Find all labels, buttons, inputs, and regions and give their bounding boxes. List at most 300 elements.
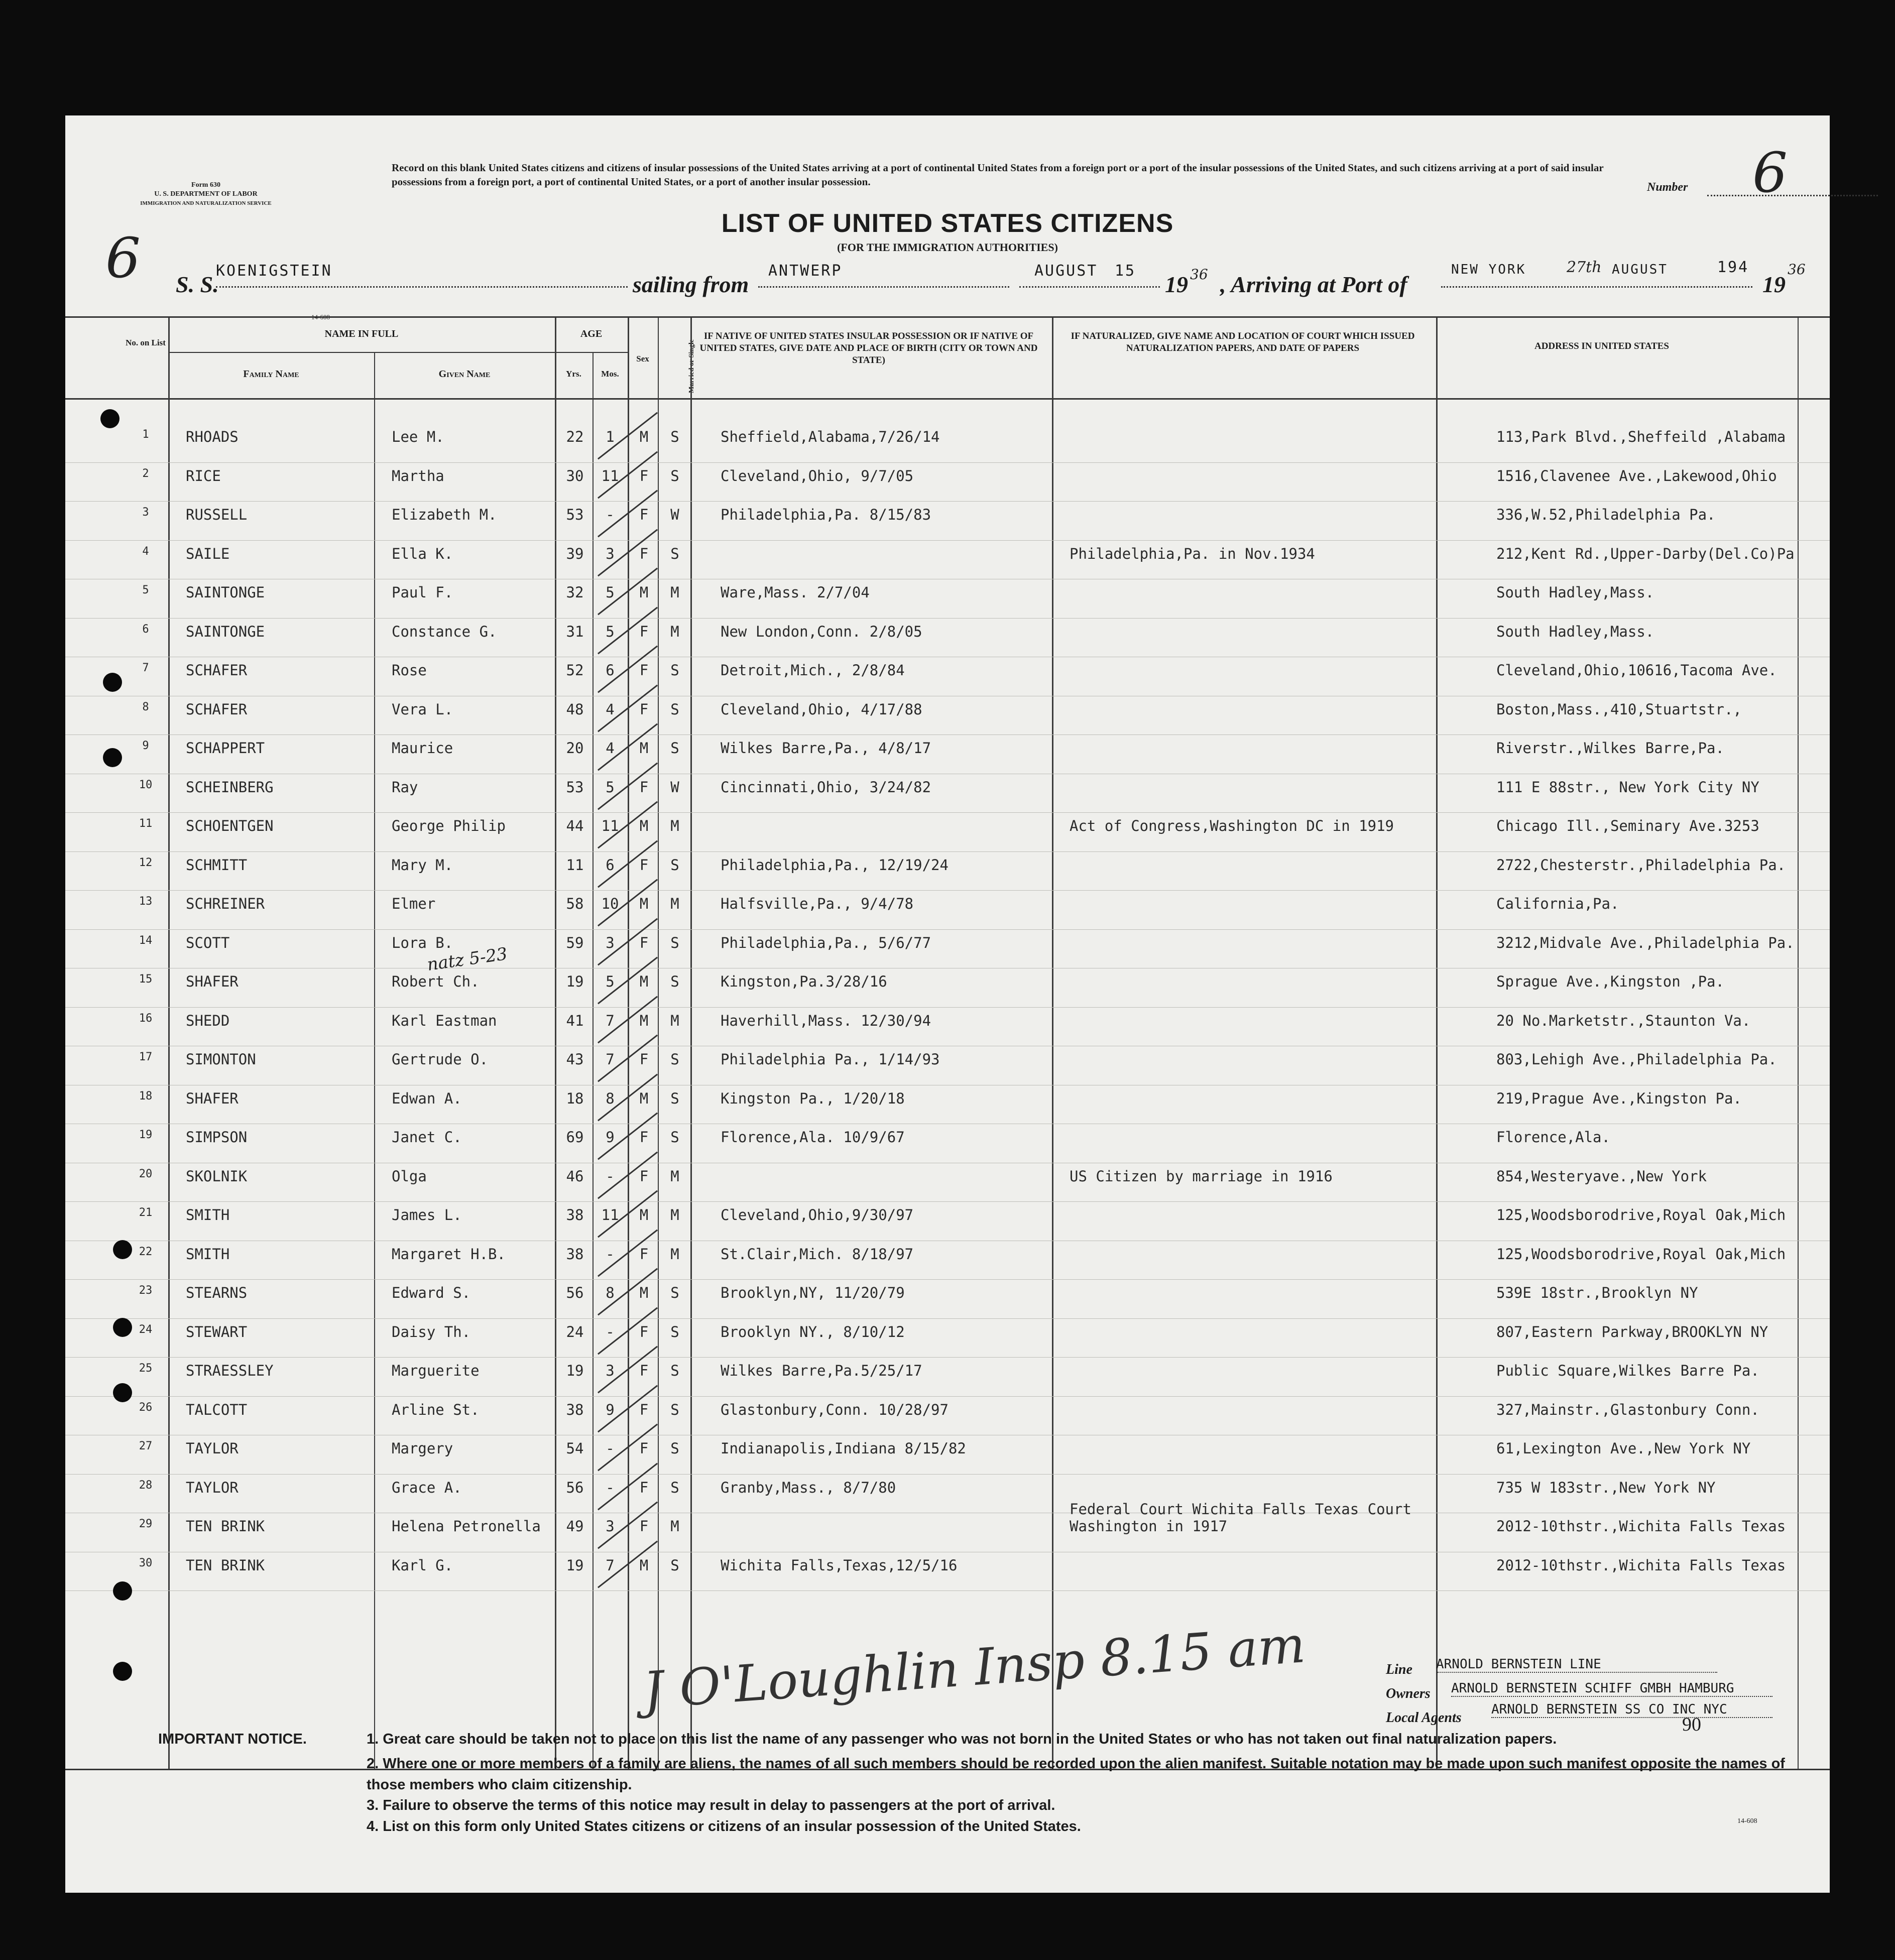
notice-code: 14-608 xyxy=(1737,1817,1757,1825)
cell-marital: M xyxy=(670,623,679,640)
cell-address: 113,Park Blvd.,Sheffeild ,Alabama xyxy=(1496,428,1786,445)
cell-age-months: 5 xyxy=(606,973,615,990)
punch-hole xyxy=(103,748,122,767)
row-rule xyxy=(65,1201,1830,1202)
cell-age-years: 54 xyxy=(566,1440,584,1457)
cell-family-name: SCOTT xyxy=(186,934,230,951)
row-rule xyxy=(65,1007,1830,1008)
cell-family-name: SAINTONGE xyxy=(186,584,265,601)
cell-age-years: 38 xyxy=(566,1245,584,1263)
col-rule-sex xyxy=(658,318,659,1769)
cell-sex: M xyxy=(639,428,649,445)
cell-given-name: Edward S. xyxy=(392,1284,471,1301)
cell-marital: M xyxy=(670,895,679,912)
cell-family-name: SAINTONGE xyxy=(186,623,265,640)
arrival-month: AUGUST xyxy=(1612,262,1668,277)
cell-family-name: TAYLOR xyxy=(186,1479,239,1496)
cell-sex: M xyxy=(639,1012,649,1029)
cell-marital: M xyxy=(670,1167,679,1185)
cell-birth: St.Clair,Mich. 8/18/97 xyxy=(721,1245,914,1263)
cell-sex: F xyxy=(639,934,649,951)
cell-age-years: 18 xyxy=(566,1089,584,1107)
cell-marital: S xyxy=(670,467,679,484)
cell-given-name: Elizabeth M. xyxy=(392,506,497,523)
col-rule-nat xyxy=(1436,318,1438,1769)
cell-age-years: 56 xyxy=(566,1284,584,1301)
document-title: LIST OF UNITED STATES CITIZENS xyxy=(721,209,1174,238)
cell-age-months: - xyxy=(606,506,615,523)
header-family-name: Family Name xyxy=(243,369,299,380)
cell-family-name: STEARNS xyxy=(186,1284,248,1301)
cell-age-months: 7 xyxy=(606,1051,615,1068)
cell-age-months: 3 xyxy=(606,545,615,562)
cell-marital: W xyxy=(670,778,679,796)
cell-age-years: 53 xyxy=(566,778,584,796)
header-no: No. on List xyxy=(126,338,166,347)
cell-marital: S xyxy=(670,1089,679,1107)
cell-given-name: Robert Ch. xyxy=(392,973,480,990)
cell-age-years: 19 xyxy=(566,973,584,990)
col-rule-mos xyxy=(628,318,629,1769)
row-rule xyxy=(65,1279,1830,1280)
cell-birth: Kingston,Pa.3/28/16 xyxy=(721,973,887,990)
arrival-underline xyxy=(1441,286,1752,288)
cell-no: 3 xyxy=(142,506,149,519)
margin-note-row-12: natz 5-23 xyxy=(425,943,509,975)
cell-age-months: 5 xyxy=(606,584,615,601)
cell-address: 125,Woodsborodrive,Royal Oak,Mich xyxy=(1496,1206,1786,1223)
cell-age-years: 52 xyxy=(566,662,584,679)
notice-item-1: 1. Great care should be taken not to place on this list the name of any passenger who was not born in the United States or who has not taken out final naturalization papers. xyxy=(367,1731,1557,1747)
cell-birth: Indianapolis,Indiana 8/15/82 xyxy=(721,1440,966,1457)
cell-family-name: TEN BRINK xyxy=(186,1556,265,1574)
cell-age-years: 59 xyxy=(566,934,584,951)
header-address: ADDRESS IN UNITED STATES xyxy=(1534,341,1669,351)
cell-address: Cleveland,Ohio,10616,Tacoma Ave. xyxy=(1496,662,1777,679)
cell-birth: Haverhill,Mass. 12/30/94 xyxy=(721,1012,931,1029)
cell-marital: S xyxy=(670,1479,679,1496)
cell-address: Florence,Ala. xyxy=(1496,1129,1610,1146)
cell-sex: M xyxy=(639,1556,649,1574)
sheet-number: 6 xyxy=(1752,141,1788,205)
cell-no: 10 xyxy=(139,778,153,791)
ship-name: KOENIGSTEIN xyxy=(216,262,332,280)
date-underline xyxy=(1019,286,1160,288)
cell-age-months: 9 xyxy=(606,1129,615,1146)
cell-sex: F xyxy=(639,1129,649,1146)
cell-sex: F xyxy=(639,778,649,796)
agents-value: ARNOLD BERNSTEIN SS CO INC NYC xyxy=(1491,1702,1772,1718)
cell-given-name: Marguerite xyxy=(392,1362,480,1379)
cell-given-name: Ella K. xyxy=(392,545,453,562)
cell-age-years: 69 xyxy=(566,1129,584,1146)
cell-marital: M xyxy=(670,1206,679,1223)
header-sex: Sex xyxy=(636,354,649,363)
cell-birth: Sheffield,Alabama,7/26/14 xyxy=(721,428,940,445)
cell-no: 9 xyxy=(142,740,149,752)
cell-sex: F xyxy=(639,1401,649,1418)
cell-family-name: RHOADS xyxy=(186,428,239,445)
cell-address: 20 No.Marketstr.,Staunton Va. xyxy=(1496,1012,1751,1029)
cell-sex: F xyxy=(639,700,649,718)
cell-marital: S xyxy=(670,1323,679,1340)
cell-given-name: Arline St. xyxy=(392,1401,480,1418)
agents-label: Local Agents xyxy=(1386,1710,1462,1726)
cell-birth: Wilkes Barre,Pa.5/25/17 xyxy=(721,1362,922,1379)
cell-no: 2 xyxy=(142,467,149,480)
arriving-label: , Arriving at Port of xyxy=(1220,272,1407,297)
notice-item-2: 2. Where one or more members of a family are aliens, the names of all such members should be recorded upon the alien manifest. Suitable notation may be made upon such manifest opposite the names of those members who claim citizenship. xyxy=(367,1756,1785,1793)
cell-age-years: 44 xyxy=(566,817,584,834)
col-rule-no xyxy=(168,318,170,1769)
cell-marital: M xyxy=(670,1518,679,1535)
cell-age-months: - xyxy=(606,1245,615,1263)
row-rule xyxy=(65,540,1830,541)
cell-birth: Brooklyn NY., 8/10/12 xyxy=(721,1323,905,1340)
header-mos: Mos. xyxy=(601,369,619,379)
notice-item-4: 4. List on this form only United States citizens or citizens of an insular possession of the United States. xyxy=(367,1818,1081,1834)
cell-given-name: Martha xyxy=(392,467,444,484)
header-yrs: Yrs. xyxy=(566,369,581,379)
cell-address: Riverstr.,Wilkes Barre,Pa. xyxy=(1496,740,1724,757)
cell-given-name: George Philip xyxy=(392,817,506,834)
cell-family-name: SKOLNIK xyxy=(186,1167,248,1185)
punch-hole xyxy=(103,673,122,692)
cell-no: 27 xyxy=(139,1440,153,1452)
cell-family-name: SHAFER xyxy=(186,1089,239,1107)
row-rule xyxy=(65,1474,1830,1475)
ss-label: S. S. xyxy=(176,272,219,297)
cell-birth: Cleveland,Ohio, 4/17/88 xyxy=(721,700,922,718)
cell-given-name: Paul F. xyxy=(392,584,453,601)
name-header-rule xyxy=(168,352,555,353)
col-rule-birth xyxy=(1052,318,1053,1769)
cell-address: 807,Eastern Parkway,BROOKLYN NY xyxy=(1496,1323,1768,1340)
cell-age-months: 4 xyxy=(606,700,615,718)
cell-marital: S xyxy=(670,1440,679,1457)
cell-no: 5 xyxy=(142,584,149,596)
cell-family-name: SCHAPPERT xyxy=(186,740,265,757)
cell-sex: F xyxy=(639,1362,649,1379)
cell-birth: Cleveland,Ohio,9/30/97 xyxy=(721,1206,914,1223)
row-rule xyxy=(65,1357,1830,1358)
cell-family-name: TAYLOR xyxy=(186,1440,239,1457)
cell-sex: M xyxy=(639,1089,649,1107)
cell-address: 2012-10thstr.,Wichita Falls Texas xyxy=(1496,1518,1786,1535)
row-rule xyxy=(65,1590,1830,1591)
cell-sex: F xyxy=(639,506,649,523)
cell-birth: Philadelphia Pa., 1/14/93 xyxy=(721,1051,940,1068)
cell-birth: Wilkes Barre,Pa., 4/8/17 xyxy=(721,740,931,757)
cell-address: Chicago Ill.,Seminary Ave.3253 xyxy=(1496,817,1759,834)
notice-heading: IMPORTANT NOTICE. xyxy=(158,1731,307,1747)
sailing-label: sailing from xyxy=(633,272,749,297)
cell-given-name: James L. xyxy=(392,1206,462,1223)
cell-birth: New London,Conn. 2/8/05 xyxy=(721,623,922,640)
cell-family-name: SMITH xyxy=(186,1206,230,1223)
cell-age-years: 30 xyxy=(566,467,584,484)
cell-given-name: Margery xyxy=(392,1440,453,1457)
cell-age-months: 5 xyxy=(606,623,615,640)
age-header-rule xyxy=(555,352,628,353)
cell-marital: M xyxy=(670,1245,679,1263)
cell-sex: M xyxy=(639,973,649,990)
arrival-port: NEW YORK xyxy=(1451,262,1526,277)
cell-given-name: Lee M. xyxy=(392,428,444,445)
cell-age-years: 58 xyxy=(566,895,584,912)
cell-sex: F xyxy=(639,1245,649,1263)
cell-given-name: Daisy Th. xyxy=(392,1323,471,1340)
cell-marital: S xyxy=(670,662,679,679)
cell-marital: S xyxy=(670,545,679,562)
sailing-year: 36 xyxy=(1190,266,1208,283)
owners-value: ARNOLD BERNSTEIN SCHIFF GMBH HAMBURG xyxy=(1451,1681,1772,1697)
cell-address: Public Square,Wilkes Barre Pa. xyxy=(1496,1362,1759,1379)
cell-age-months: 8 xyxy=(606,1284,615,1301)
cell-age-months: 3 xyxy=(606,934,615,951)
cell-address: 735 W 183str.,New York NY xyxy=(1496,1479,1716,1496)
cell-no: 14 xyxy=(139,934,153,947)
cell-no: 8 xyxy=(142,700,149,713)
cell-address: 854,Westeryave.,New York xyxy=(1496,1167,1707,1185)
cell-age-months: 11 xyxy=(601,817,619,834)
cell-marital: S xyxy=(670,700,679,718)
cell-sex: F xyxy=(639,1167,649,1185)
arrival-year-prefix: 19 xyxy=(1762,272,1786,297)
punch-hole xyxy=(100,409,120,428)
line-label: Line xyxy=(1386,1662,1412,1677)
cell-family-name: SHEDD xyxy=(186,1012,230,1029)
number-line xyxy=(1707,195,1878,196)
form-number: Form 630 xyxy=(191,181,220,189)
cell-marital: S xyxy=(670,428,679,445)
cell-marital: S xyxy=(670,856,679,874)
cell-sex: M xyxy=(639,1206,649,1223)
cell-family-name: STEWART xyxy=(186,1323,248,1340)
row-rule xyxy=(65,929,1830,930)
punch-hole xyxy=(113,1240,132,1259)
cell-address: Boston,Mass.,410,Stuartstr., xyxy=(1496,700,1742,718)
cell-sex: F xyxy=(639,1518,649,1535)
cell-birth: Philadelphia,Pa. 8/15/83 xyxy=(721,506,931,523)
cell-sex: F xyxy=(639,1440,649,1457)
cell-sex: F xyxy=(639,1479,649,1496)
from-port: ANTWERP xyxy=(768,262,843,280)
row-rule xyxy=(65,501,1830,502)
cell-address: 2012-10thstr.,Wichita Falls Texas xyxy=(1496,1556,1786,1574)
cell-no: 20 xyxy=(139,1167,153,1180)
cell-address: 803,Lehigh Ave.,Philadelphia Pa. xyxy=(1496,1051,1777,1068)
cell-marital: S xyxy=(670,973,679,990)
cell-given-name: Constance G. xyxy=(392,623,497,640)
cell-age-months: 5 xyxy=(606,778,615,796)
cell-marital: S xyxy=(670,1401,679,1418)
cell-age-years: 53 xyxy=(566,506,584,523)
cell-address: 125,Woodsborodrive,Royal Oak,Mich xyxy=(1496,1245,1786,1263)
form-department: U. S. DEPARTMENT OF LABOR xyxy=(154,190,258,198)
cell-given-name: Elmer xyxy=(392,895,436,912)
cell-birth: Granby,Mass., 8/7/80 xyxy=(721,1479,896,1496)
cell-birth: Glastonbury,Conn. 10/28/97 xyxy=(721,1401,949,1418)
tally-count: 90 xyxy=(1682,1714,1701,1735)
cell-age-months: 3 xyxy=(606,1518,615,1535)
cell-sex: F xyxy=(639,623,649,640)
cell-no: 18 xyxy=(139,1089,153,1102)
cell-sex: F xyxy=(639,1323,649,1340)
header-married: Married or Single xyxy=(688,339,695,393)
cell-no: 13 xyxy=(139,895,153,908)
cell-age-years: 32 xyxy=(566,584,584,601)
cell-age-months: - xyxy=(606,1167,615,1185)
cell-address: 539E 18str.,Brooklyn NY xyxy=(1496,1284,1698,1301)
cell-age-years: 19 xyxy=(566,1556,584,1574)
header-naturalized: IF NATURALIZED, GIVE NAME AND LOCATION OF COURT WHICH ISSUED NATURALIZATION PAPERS, AND DATE OF PAPERS xyxy=(1071,331,1415,353)
cell-marital: M xyxy=(670,817,679,834)
cell-no: 25 xyxy=(139,1362,153,1375)
cell-given-name: Mary M. xyxy=(392,856,453,874)
cell-family-name: STRAESSLEY xyxy=(186,1362,274,1379)
cell-marital: M xyxy=(670,584,679,601)
cell-no: 11 xyxy=(139,817,153,830)
cell-family-name: SCHOENTGEN xyxy=(186,817,274,834)
document-subtitle: (FOR THE IMMIGRATION AUTHORITIES) xyxy=(837,241,1058,254)
cell-no: 6 xyxy=(142,623,149,636)
cell-no: 21 xyxy=(139,1206,153,1219)
row-rule xyxy=(65,890,1830,891)
cell-marital: S xyxy=(670,1556,679,1574)
cell-sex: F xyxy=(639,1051,649,1068)
cell-age-years: 38 xyxy=(566,1206,584,1223)
cell-age-years: 49 xyxy=(566,1518,584,1535)
arrival-day: 194 xyxy=(1717,259,1749,276)
cell-given-name: Rose xyxy=(392,662,427,679)
cell-age-months: 11 xyxy=(601,1206,619,1223)
cell-age-months: 6 xyxy=(606,856,615,874)
cell-given-name: Gertrude O. xyxy=(392,1051,489,1068)
col-rule-addr xyxy=(1798,318,1799,1769)
inspector-signature: J O'Loughlin Insp 8.15 am xyxy=(641,1615,1308,1720)
row-rule xyxy=(65,1318,1830,1319)
cell-no: 1 xyxy=(142,428,149,441)
col-rule-married xyxy=(690,318,692,1769)
cell-given-name: Karl Eastman xyxy=(392,1012,497,1029)
cell-age-months: 9 xyxy=(606,1401,615,1418)
cell-sex: M xyxy=(639,817,649,834)
cell-family-name: SCHAFER xyxy=(186,662,248,679)
cell-address: 212,Kent Rd.,Upper-Darby(Del.Co)Pa xyxy=(1496,545,1795,562)
cell-family-name: SHAFER xyxy=(186,973,239,990)
form-instructions: Record on this blank United States citizens and citizens of insular possessions of the United States arriving at a port of continental United States from a foreign port or a port of the insular possessions of the United States, and such citizens arriving at a port of said insular possessions from a foreign port, a port of continental United States, or a port of another insular possession. xyxy=(392,162,1604,188)
cell-address: 219,Prague Ave.,Kingston Pa. xyxy=(1496,1089,1742,1107)
cell-family-name: TEN BRINK xyxy=(186,1518,265,1535)
cell-family-name: SAILE xyxy=(186,545,230,562)
cell-given-name: Edwan A. xyxy=(392,1089,462,1107)
cell-no: 15 xyxy=(139,973,153,986)
punch-hole xyxy=(113,1318,132,1337)
cell-age-months: 8 xyxy=(606,1089,615,1107)
cell-age-months: 7 xyxy=(606,1012,615,1029)
cell-given-name: Maurice xyxy=(392,740,453,757)
form-service: IMMIGRATION AND NATURALIZATION SERVICE xyxy=(140,200,272,206)
cell-no: 16 xyxy=(139,1012,153,1025)
cell-sex: M xyxy=(639,895,649,912)
col-rule-family xyxy=(374,352,375,1769)
cell-age-years: 56 xyxy=(566,1479,584,1496)
cell-given-name: Grace A. xyxy=(392,1479,462,1496)
header-birth: IF NATIVE OF UNITED STATES INSULAR POSSESSION OR IF NATIVE OF UNITED STATES, GIVE DATE AND PLACE OF BIRTH (CITY OR TOWN AND STATE) xyxy=(699,331,1038,365)
cell-birth: Brooklyn,NY, 11/20/79 xyxy=(721,1284,905,1301)
cell-sex: F xyxy=(639,856,649,874)
cell-age-years: 31 xyxy=(566,623,584,640)
row-rule xyxy=(65,851,1830,852)
cell-address: 336,W.52,Philadelphia Pa. xyxy=(1496,506,1716,523)
cell-no: 12 xyxy=(139,856,153,869)
manifest-sheet xyxy=(65,115,1830,1893)
cell-age-months: 3 xyxy=(606,1362,615,1379)
cell-given-name: Lora B. xyxy=(392,934,453,951)
punch-hole xyxy=(113,1662,132,1681)
number-label: Number xyxy=(1647,181,1688,194)
cell-age-months: 6 xyxy=(606,662,615,679)
cell-birth: Kingston Pa., 1/20/18 xyxy=(721,1089,905,1107)
notice-item-3: 3. Failure to observe the terms of this notice may result in delay to passengers at the port of arrival. xyxy=(367,1797,1055,1813)
row-rule xyxy=(65,812,1830,813)
cell-family-name: SCHMITT xyxy=(186,856,248,874)
cell-address: 111 E 88str., New York City NY xyxy=(1496,778,1759,796)
cell-birth: Wichita Falls,Texas,12/5/16 xyxy=(721,1556,958,1574)
row-rule xyxy=(65,618,1830,619)
row-rule xyxy=(65,1396,1830,1397)
cell-no: 29 xyxy=(139,1518,153,1530)
cell-no: 7 xyxy=(142,662,149,674)
cell-address: South Hadley,Mass. xyxy=(1496,584,1654,601)
row-rule xyxy=(65,734,1830,735)
cell-given-name: Margaret H.B. xyxy=(392,1245,506,1263)
sailing-day: 15 xyxy=(1115,262,1136,280)
cell-naturalization: Federal Court Wichita Falls Texas Court Washington in 1917 xyxy=(1070,1501,1411,1535)
cell-family-name: SCHEINBERG xyxy=(186,778,274,796)
cell-no: 26 xyxy=(139,1401,153,1414)
cell-naturalization: Philadelphia,Pa. in Nov.1934 xyxy=(1070,545,1315,562)
header-given-name: Given Name xyxy=(438,369,491,380)
sailing-month: AUGUST xyxy=(1034,262,1098,280)
cell-age-months: - xyxy=(606,1323,615,1340)
cell-age-months: 4 xyxy=(606,740,615,757)
cell-address: 2722,Chesterstr.,Philadelphia Pa. xyxy=(1496,856,1786,874)
punch-hole xyxy=(113,1581,132,1601)
cell-given-name: Karl G. xyxy=(392,1556,453,1574)
cell-marital: S xyxy=(670,1362,679,1379)
cell-naturalization: Act of Congress,Washington DC in 1919 xyxy=(1070,817,1394,834)
cell-no: 19 xyxy=(139,1129,153,1141)
line-value: ARNOLD BERNSTEIN LINE xyxy=(1436,1657,1717,1673)
cell-age-months: - xyxy=(606,1440,615,1457)
cell-sex: M xyxy=(639,1284,649,1301)
cell-age-years: 22 xyxy=(566,428,584,445)
arrival-day-hand: 27th xyxy=(1567,259,1602,276)
cell-no: 17 xyxy=(139,1051,153,1063)
cell-age-years: 24 xyxy=(566,1323,584,1340)
col-rule-yrs xyxy=(593,352,594,1769)
cell-no: 24 xyxy=(139,1323,153,1336)
col-rule-given xyxy=(555,318,556,1769)
cell-sex: F xyxy=(639,467,649,484)
cell-marital: S xyxy=(670,1051,679,1068)
cell-birth: Florence,Ala. 10/9/67 xyxy=(721,1129,905,1146)
cell-marital: S xyxy=(670,934,679,951)
cell-age-months: 11 xyxy=(601,467,619,484)
owners-label: Owners xyxy=(1386,1686,1431,1701)
